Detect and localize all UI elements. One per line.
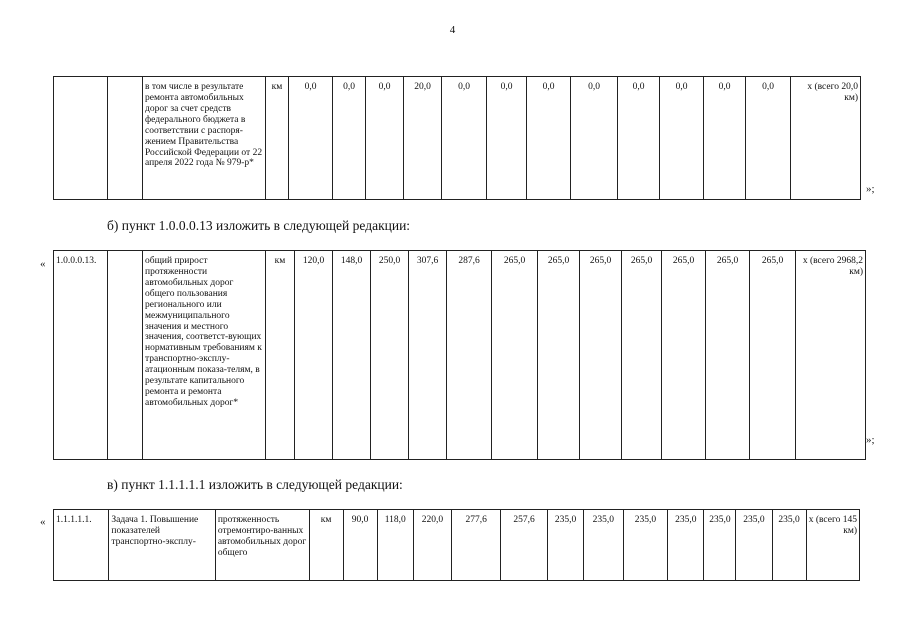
- table-row-1-0-0-0-13: [53, 250, 866, 460]
- value-cell: 287,6: [447, 251, 492, 460]
- value-cell: 235,0: [623, 510, 668, 581]
- value-cell: 265,0: [580, 251, 622, 460]
- table-row-1-1-1-1-1: [53, 509, 860, 581]
- indicator-description: в том числе в результате ремонта автомобильных дорог за счет средств федерального бюджета в соответствии с распоря-жением Правительства Российской Федерации от 22 апреля 2022 года № 979-р*: [143, 77, 266, 200]
- closing-quote: »;: [866, 434, 875, 446]
- opening-quote: «: [40, 258, 46, 270]
- value-cell: 0,0: [487, 77, 527, 200]
- value-cell: 265,0: [750, 251, 796, 460]
- value-cell: 307,6: [409, 251, 447, 460]
- value-cell: 0,0: [442, 77, 487, 200]
- total-cell: х (всего 20,0 км): [791, 77, 861, 200]
- value-cell: 0,0: [333, 77, 366, 200]
- code-cell: 1.1.1.1.1.: [54, 510, 109, 581]
- total-cell: х (всего 145 км): [806, 510, 859, 581]
- value-cell: 235,0: [772, 510, 806, 581]
- code-cell: [54, 77, 108, 200]
- value-cell: 235,0: [584, 510, 623, 581]
- value-cell: 265,0: [622, 251, 662, 460]
- value-cell: 0,0: [289, 77, 333, 200]
- value-cell: 90,0: [343, 510, 377, 581]
- value-cell: 265,0: [662, 251, 706, 460]
- goal-cell: [108, 77, 143, 200]
- value-cell: 250,0: [371, 251, 409, 460]
- value-cell: 148,0: [333, 251, 371, 460]
- value-cell: 20,0: [404, 77, 442, 200]
- total-cell: х (всего 2968,2 км): [796, 251, 866, 460]
- value-cell: 265,0: [538, 251, 580, 460]
- value-cell: 0,0: [527, 77, 571, 200]
- value-cell: 118,0: [377, 510, 413, 581]
- value-cell: 265,0: [492, 251, 538, 460]
- value-cell: 0,0: [660, 77, 704, 200]
- value-cell: 0,0: [746, 77, 791, 200]
- unit-cell: км: [266, 77, 289, 200]
- goal-cell: [108, 251, 143, 460]
- value-cell: 0,0: [618, 77, 660, 200]
- value-cell: 235,0: [736, 510, 772, 581]
- code-cell: 1.0.0.0.13.: [54, 251, 108, 460]
- value-cell: 220,0: [413, 510, 451, 581]
- value-cell: 235,0: [547, 510, 583, 581]
- value-cell: 0,0: [366, 77, 404, 200]
- section-heading-c: в) пункт 1.1.1.1.1 изложить в следующей редакции:: [107, 477, 403, 492]
- page-number: 4: [449, 24, 456, 36]
- value-cell: 257,6: [501, 510, 548, 581]
- value-cell: 120,0: [295, 251, 333, 460]
- indicator-description: протяженность отремонтиро-ванных автомобильных дорог общего: [215, 510, 309, 581]
- value-cell: 235,0: [704, 510, 736, 581]
- closing-quote: »;: [866, 183, 875, 195]
- value-cell: 235,0: [668, 510, 704, 581]
- task-cell: Задача 1. Повышение показателей транспортно-эксплу-: [109, 510, 215, 581]
- value-cell: 0,0: [571, 77, 618, 200]
- table-row-1-0-0-0-12-part: [53, 76, 861, 200]
- value-cell: 265,0: [706, 251, 750, 460]
- value-cell: 277,6: [452, 510, 501, 581]
- unit-cell: км: [309, 510, 343, 581]
- value-cell: 0,0: [704, 77, 746, 200]
- indicator-description: общий прирост протяженности автомобильных дорог общего пользования регионального или межмуниципального значения и местного значения, соответст-вующих нормативным требованиям к транспортно-эксплу-атационным показа-телям, в результате капитального ремонта и ремонта автомобильных дорог*: [143, 251, 266, 460]
- section-heading-b: б) пункт 1.0.0.0.13 изложить в следующей редакции:: [107, 218, 411, 233]
- opening-quote: «: [40, 516, 46, 528]
- unit-cell: км: [266, 251, 295, 460]
